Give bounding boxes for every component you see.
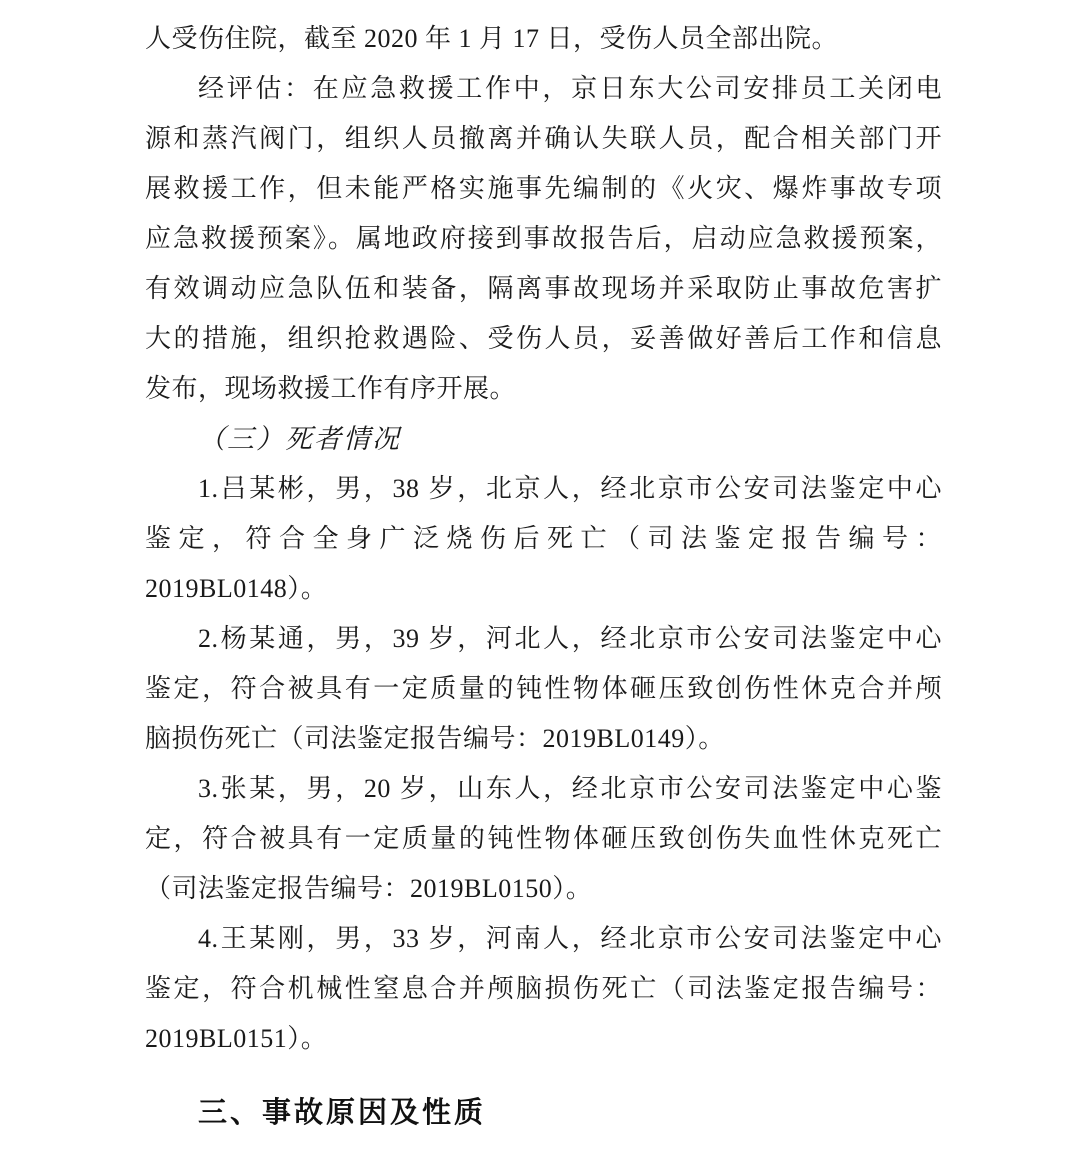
victim-entry-line: 1.吕某彬，男，38 岁，北京人，经北京市公安司法鉴定中心	[198, 474, 942, 503]
victim-entry-line: 2019BL0151）。	[145, 1024, 328, 1053]
body-line: 大的措施，组织抢救遇险、受伤人员，妥善做好善后工作和信息	[145, 324, 942, 353]
victim-entry-line: 鉴定，符合全身广泛烧伤后死亡（司法鉴定报告编号：	[145, 524, 942, 553]
victim-entry-line: 2.杨某通，男，39 岁，河北人，经北京市公安司法鉴定中心	[198, 624, 942, 653]
document-text-column	[145, 14, 942, 1138]
body-line: 应急救援预案》。属地政府接到事故报告后，启动应急救援预案，	[145, 224, 942, 253]
victim-entry-line: 2019BL0148）。	[145, 574, 328, 603]
victim-entry-line: 鉴定，符合被具有一定质量的钝性物体砸压致创伤性休克合并颅	[145, 674, 942, 703]
victim-entry-line: 鉴定，符合机械性窒息合并颅脑损伤死亡（司法鉴定报告编号：	[145, 974, 942, 1003]
body-line: 经评估：在应急救援工作中，京日东大公司安排员工关闭电	[198, 74, 942, 103]
body-line: 展救援工作，但未能严格实施事先编制的《火灾、爆炸事故专项	[145, 174, 942, 203]
body-line: 发布，现场救援工作有序开展。	[145, 374, 517, 403]
body-line: 人受伤住院，截至 2020 年 1 月 17 日，受伤人员全部出院。	[145, 24, 839, 53]
victim-entry-line: 3.张某，男，20 岁，山东人，经北京市公安司法鉴定中心鉴	[198, 774, 942, 803]
subsection-heading: （三）死者情况	[198, 424, 401, 454]
body-line: 源和蒸汽阀门，组织人员撤离并确认失联人员，配合相关部门开	[145, 124, 942, 153]
victim-entry-line: （司法鉴定报告编号：2019BL0150）。	[145, 874, 593, 903]
victim-entry-line: 脑损伤死亡（司法鉴定报告编号：2019BL0149）。	[145, 724, 725, 753]
section-heading: 三、事故原因及性质	[198, 1097, 487, 1129]
victim-entry-line: 定，符合被具有一定质量的钝性物体砸压致创伤失血性休克死亡	[145, 824, 942, 853]
victim-entry-line: 4.王某刚，男，33 岁，河南人，经北京市公安司法鉴定中心	[198, 924, 942, 953]
body-line: 有效调动应急队伍和装备，隔离事故现场并采取防止事故危害扩	[145, 274, 942, 303]
